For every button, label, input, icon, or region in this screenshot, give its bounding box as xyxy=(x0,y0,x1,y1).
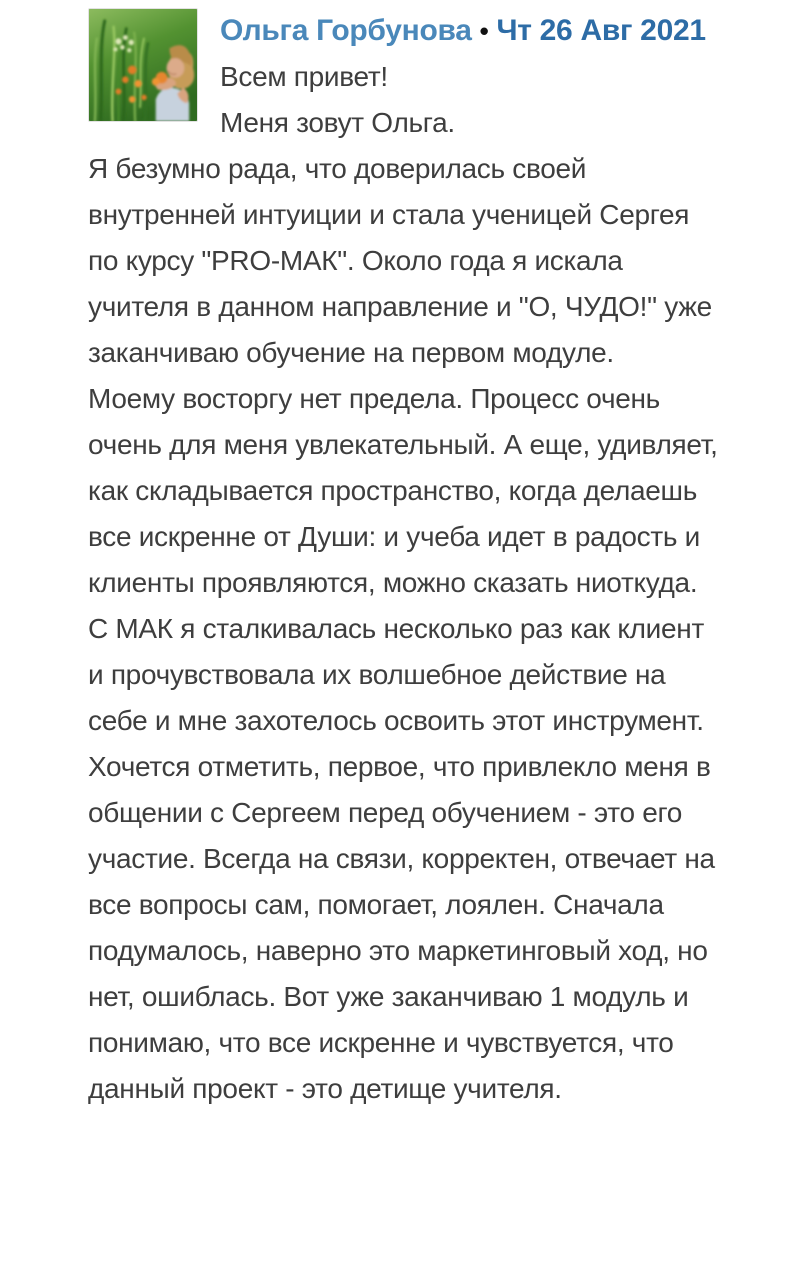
message-paragraph-greeting: Всем привет! xyxy=(220,61,388,92)
message-paragraph-delight: Моему восторгу нет предела. Процесс очень очень для меня увлекательный. А еще, удивляет, как складывается пространство, когда делаешь все искренне от Души: и учеба идет в радость и клиенты проявляются, можно сказать ниоткуда. xyxy=(88,383,718,598)
message-paragraph-course: Я безумно рада, что доверилась своей внутренней интуиции и стала ученицей Сергея по курсу "PRO-МАК". Около года я искала учителя в данном направление и "О, ЧУДО!" уже заканчиваю обучение на первом модуле. xyxy=(88,153,712,368)
author-name[interactable]: Ольга Горбунова xyxy=(220,14,472,47)
separator-dot: • xyxy=(479,16,489,46)
woman-in-green-foliage-photo-icon xyxy=(89,9,197,121)
post-body xyxy=(88,54,722,1112)
message-paragraph-intro: Меня зовут Ольга. xyxy=(220,107,455,138)
message-paragraph-teacher: Хочется отметить, первое, что привлекло меня в общении с Сергеем перед обучением - это его участие. Всегда на связи, корректен, отвечает на все вопросы сам, помогает, лоялен. Сначала подумалось, наверно это маркетинговый ход, но нет, ошиблась. Вот уже заканчиваю 1 модуль и понимаю, что все искренне и чувствуется, что данный проект - это детище учителя. xyxy=(88,751,715,1104)
post-date: Чт 26 Авг 2021 xyxy=(496,14,706,47)
avatar[interactable] xyxy=(88,8,198,122)
message-paragraph-mak: С МАК я сталкивалась несколько раз как клиент и прочувствовала их волшебное действие на себе и мне захотелось освоить этот инструмент. xyxy=(88,613,704,736)
